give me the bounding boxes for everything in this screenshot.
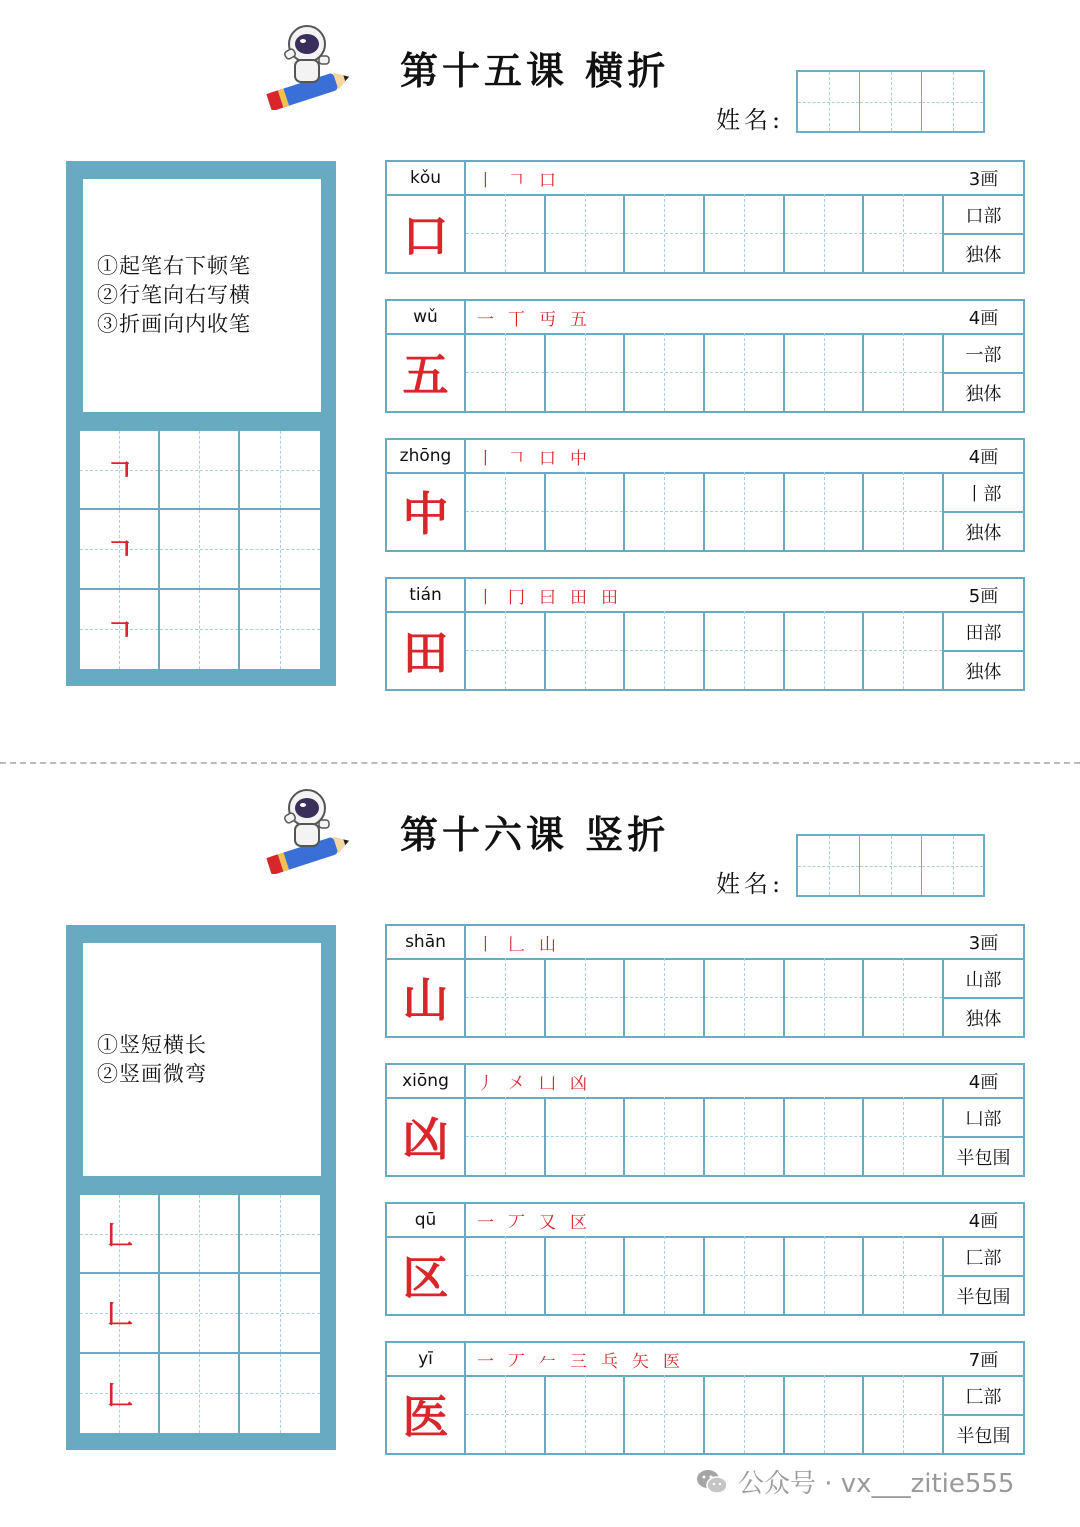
- character-card: [385, 438, 1025, 552]
- stroke-tips: [83, 943, 321, 1176]
- model-character: 凶: [387, 1097, 466, 1175]
- practice-cell[interactable]: [785, 958, 865, 1036]
- stroke-order-step: 丿: [477, 1073, 494, 1094]
- stroke-order: [477, 440, 587, 472]
- practice-cell[interactable]: [864, 472, 944, 550]
- stroke-panel: [66, 925, 336, 1450]
- radical: 山部: [944, 960, 1023, 999]
- practice-row[interactable]: [466, 1236, 944, 1314]
- stroke-order-step: 丨: [477, 448, 494, 469]
- card-header: [387, 579, 1023, 613]
- practice-cell[interactable]: [705, 611, 785, 689]
- practice-cell[interactable]: [466, 194, 546, 272]
- stroke-count: 4画: [944, 1065, 1023, 1099]
- radical: 一部: [944, 335, 1023, 374]
- stroke-order: [477, 926, 556, 958]
- character-card: [385, 1341, 1025, 1455]
- stroke-order-step: 𠂉: [539, 1351, 556, 1372]
- practice-cell[interactable]: [785, 1375, 865, 1453]
- character-card: [385, 1063, 1025, 1177]
- name-cell[interactable]: [798, 72, 860, 131]
- practice-cell[interactable]: [466, 611, 546, 689]
- character-info: [944, 1343, 1023, 1453]
- stroke-sample-cell: [80, 431, 160, 510]
- model-character: 医: [387, 1375, 466, 1453]
- character-info: [944, 301, 1023, 411]
- practice-cell[interactable]: [785, 611, 865, 689]
- stroke-order-step: 医: [663, 1351, 680, 1372]
- practice-cell[interactable]: [160, 510, 240, 589]
- practice-cell[interactable]: [864, 333, 944, 411]
- pinyin: tián: [387, 579, 466, 611]
- pinyin: xiōng: [387, 1065, 466, 1097]
- name-label: 姓名:: [716, 870, 785, 898]
- practice-cell[interactable]: [785, 1097, 865, 1175]
- stroke-count: 4画: [944, 1204, 1023, 1238]
- stroke-sample: 𠃊: [106, 1380, 133, 1411]
- practice-cell[interactable]: [240, 590, 320, 669]
- stroke-sample: 𠃍: [106, 457, 133, 488]
- stroke-order-step: 中: [570, 448, 587, 469]
- watermark: [696, 1463, 1014, 1500]
- lesson-title: 第十六课 竖折: [400, 812, 670, 857]
- stroke-order-step: 𠃊: [508, 934, 525, 955]
- practice-cell[interactable]: [625, 194, 705, 272]
- practice-cell[interactable]: [160, 1195, 240, 1274]
- practice-cell[interactable]: [546, 194, 626, 272]
- radical: 匚部: [944, 1377, 1023, 1416]
- stroke-order-step: 一: [477, 1212, 494, 1233]
- practice-cell[interactable]: [466, 1097, 546, 1175]
- stroke-order-step: 丅: [508, 309, 525, 330]
- card-header: [387, 1204, 1023, 1238]
- structure: 半包围: [956, 1147, 1011, 1169]
- pinyin: zhōng: [387, 440, 466, 472]
- practice-cell[interactable]: [705, 1375, 785, 1453]
- practice-cell[interactable]: [705, 194, 785, 272]
- practice-cell[interactable]: [864, 194, 944, 272]
- practice-cell[interactable]: [466, 958, 546, 1036]
- stroke-order-step: 一: [477, 309, 494, 330]
- stroke-count: 7画: [944, 1343, 1023, 1377]
- practice-cell[interactable]: [240, 1354, 320, 1433]
- practice-row[interactable]: [466, 611, 944, 689]
- stroke-sample: 𠃊: [106, 1300, 133, 1331]
- practice-row[interactable]: [466, 1097, 944, 1175]
- practice-cell[interactable]: [705, 333, 785, 411]
- character-info: [944, 926, 1023, 1036]
- character-info: [944, 1065, 1023, 1175]
- stroke-order-step: 三: [570, 1351, 587, 1372]
- practice-cell[interactable]: [625, 1236, 705, 1314]
- character-info: [944, 162, 1023, 272]
- card-header: [387, 440, 1023, 474]
- structure: 独体: [965, 661, 1002, 683]
- practice-cell[interactable]: [160, 590, 240, 669]
- practice-cell[interactable]: [785, 1236, 865, 1314]
- character-info: [944, 579, 1023, 689]
- practice-cell[interactable]: [785, 333, 865, 411]
- structure: 独体: [965, 522, 1002, 544]
- practice-cell[interactable]: [785, 194, 865, 272]
- character-card: [385, 299, 1025, 413]
- practice-row[interactable]: [466, 472, 944, 550]
- practice-cell[interactable]: [864, 1236, 944, 1314]
- stroke-order-step: 𠃍: [508, 448, 525, 469]
- name-label: 姓名:: [716, 106, 785, 134]
- structure: 独体: [965, 244, 1002, 266]
- name-input-grid[interactable]: [796, 834, 985, 897]
- practice-cell[interactable]: [625, 1375, 705, 1453]
- tip-line: ②竖画微弯: [97, 1061, 207, 1086]
- practice-cell[interactable]: [546, 1236, 626, 1314]
- stroke-order: [477, 1204, 587, 1236]
- practice-row[interactable]: [466, 1375, 944, 1453]
- character-info: [944, 440, 1023, 550]
- practice-cell[interactable]: [625, 958, 705, 1036]
- practice-cell[interactable]: [466, 333, 546, 411]
- stroke-order-step: 田: [601, 587, 618, 608]
- structure: 独体: [965, 1008, 1002, 1030]
- practice-cell[interactable]: [240, 510, 320, 589]
- practice-cell[interactable]: [160, 1354, 240, 1433]
- stroke-order-step: 口: [539, 170, 556, 191]
- character-card: [385, 577, 1025, 691]
- lesson-title: 第十五课 横折: [400, 48, 670, 93]
- practice-cell[interactable]: [466, 1236, 546, 1314]
- stroke-order-step: 丨: [477, 587, 494, 608]
- card-header: [387, 926, 1023, 960]
- stroke-sample: 𠃊: [106, 1221, 133, 1252]
- stroke-sample-cell: [80, 510, 160, 589]
- stroke-order-step: 㐅: [508, 1073, 525, 1094]
- stroke-order-step: 区: [570, 1212, 587, 1233]
- model-character: 田: [387, 611, 466, 689]
- practice-cell[interactable]: [864, 958, 944, 1036]
- structure: 半包围: [956, 1425, 1011, 1447]
- stroke-tips: [83, 179, 321, 412]
- practice-cell[interactable]: [864, 1375, 944, 1453]
- practice-cell[interactable]: [546, 611, 626, 689]
- stroke-order-step: 丨: [477, 170, 494, 191]
- stroke-panel: [66, 161, 336, 686]
- stroke-count: 4画: [944, 301, 1023, 335]
- stroke-order: [477, 1343, 680, 1375]
- stroke-sample-cell: [80, 590, 160, 669]
- practice-cell[interactable]: [625, 1097, 705, 1175]
- practice-cell[interactable]: [240, 431, 320, 510]
- watermark-text: 公众号 · vx___zitie555: [738, 1469, 1015, 1499]
- practice-cell[interactable]: [705, 1097, 785, 1175]
- practice-cell[interactable]: [625, 611, 705, 689]
- practice-cell[interactable]: [705, 958, 785, 1036]
- card-header: [387, 301, 1023, 335]
- stroke-order-step: 凶: [570, 1073, 587, 1094]
- stroke-order: [477, 301, 587, 333]
- practice-row[interactable]: [466, 333, 944, 411]
- stroke-order-step: 口: [539, 448, 556, 469]
- wechat-icon: [696, 1468, 728, 1496]
- radical: 丨部: [944, 474, 1023, 513]
- model-character: 区: [387, 1236, 466, 1314]
- pinyin: yī: [387, 1343, 466, 1375]
- stroke-order-step: 𠃍: [508, 170, 525, 191]
- practice-cell[interactable]: [466, 1375, 546, 1453]
- lesson-16: [0, 764, 1080, 1484]
- character-card: [385, 1202, 1025, 1316]
- practice-cell[interactable]: [546, 472, 626, 550]
- stroke-order-step: 一: [477, 1351, 494, 1372]
- stroke-order: [477, 162, 556, 194]
- pinyin: qū: [387, 1204, 466, 1236]
- stroke-sample: 𠃍: [106, 616, 133, 647]
- structure: 半包围: [956, 1286, 1011, 1308]
- stroke-order-step: 丆: [508, 1351, 525, 1372]
- stroke-order-step: 田: [570, 587, 587, 608]
- practice-cell[interactable]: [785, 472, 865, 550]
- stroke-practice-grid[interactable]: [80, 431, 320, 669]
- stroke-order-step: 山: [539, 934, 556, 955]
- model-character: 山: [387, 958, 466, 1036]
- pinyin: shān: [387, 926, 466, 958]
- practice-cell[interactable]: [240, 1274, 320, 1353]
- practice-cell[interactable]: [625, 333, 705, 411]
- stroke-order-step: 曰: [539, 587, 556, 608]
- practice-cell[interactable]: [466, 472, 546, 550]
- stroke-order-step: 乓: [601, 1351, 618, 1372]
- practice-cell[interactable]: [625, 472, 705, 550]
- tip-line: ①起笔右下顿笔: [97, 254, 251, 278]
- stroke-order-step: 凵: [539, 1073, 556, 1094]
- practice-cell[interactable]: [546, 1375, 626, 1453]
- stroke-count: 4画: [944, 440, 1023, 474]
- stroke-sample-cell: [80, 1195, 160, 1274]
- name-input-grid[interactable]: [796, 70, 985, 133]
- practice-cell[interactable]: [546, 958, 626, 1036]
- pinyin: kǒu: [387, 162, 466, 194]
- stroke-order: [477, 579, 618, 611]
- astronaut-on-pencil-icon: [255, 20, 355, 110]
- practice-cell[interactable]: [705, 472, 785, 550]
- tip-line: ①竖短横长: [97, 1032, 207, 1057]
- practice-cell[interactable]: [240, 1195, 320, 1274]
- radical: 凵部: [944, 1099, 1023, 1138]
- character-card: [385, 160, 1025, 274]
- name-cell[interactable]: [860, 72, 922, 131]
- lesson-15: [0, 0, 1080, 720]
- character-info: [944, 1204, 1023, 1314]
- model-character: 口: [387, 194, 466, 272]
- name-cell[interactable]: [922, 72, 983, 131]
- stroke-order-step: 丨: [477, 934, 494, 955]
- stroke-sample-cell: [80, 1354, 160, 1433]
- stroke-count: 3画: [944, 162, 1023, 196]
- practice-cell[interactable]: [864, 611, 944, 689]
- model-character: 中: [387, 472, 466, 550]
- stroke-order-step: 丆: [508, 1212, 525, 1233]
- stroke-order-step: 丏: [539, 309, 556, 330]
- radical: 口部: [944, 196, 1023, 235]
- model-character: 五: [387, 333, 466, 411]
- stroke-sample-cell: [80, 1274, 160, 1353]
- practice-row[interactable]: [466, 958, 944, 1036]
- practice-cell[interactable]: [160, 1274, 240, 1353]
- structure: 独体: [965, 383, 1002, 405]
- name-cell[interactable]: [798, 836, 860, 895]
- radical: 匚部: [944, 1238, 1023, 1277]
- astronaut-on-pencil-icon: [255, 784, 355, 874]
- practice-cell[interactable]: [705, 1236, 785, 1314]
- stroke-practice-grid[interactable]: [80, 1195, 320, 1433]
- stroke-count: 3画: [944, 926, 1023, 960]
- character-card: [385, 924, 1025, 1038]
- practice-row[interactable]: [466, 194, 944, 272]
- card-header: [387, 162, 1023, 196]
- name-cell[interactable]: [922, 836, 983, 895]
- card-header: [387, 1065, 1023, 1099]
- practice-cell[interactable]: [160, 431, 240, 510]
- practice-cell[interactable]: [864, 1097, 944, 1175]
- practice-cell[interactable]: [546, 1097, 626, 1175]
- stroke-order-step: 五: [570, 309, 587, 330]
- tip-line: ③折画向内收笔: [97, 312, 251, 336]
- radical: 田部: [944, 613, 1023, 652]
- stroke-order-step: 又: [539, 1212, 556, 1233]
- stroke-sample: 𠃍: [106, 536, 133, 567]
- stroke-order-step: 矢: [632, 1351, 649, 1372]
- tip-line: ②行笔向右写横: [97, 283, 251, 307]
- pinyin: wǔ: [387, 301, 466, 333]
- stroke-order: [477, 1065, 587, 1097]
- practice-cell[interactable]: [546, 333, 626, 411]
- stroke-order-step: 冂: [508, 587, 525, 608]
- name-cell[interactable]: [860, 836, 922, 895]
- stroke-count: 5画: [944, 579, 1023, 613]
- card-header: [387, 1343, 1023, 1377]
